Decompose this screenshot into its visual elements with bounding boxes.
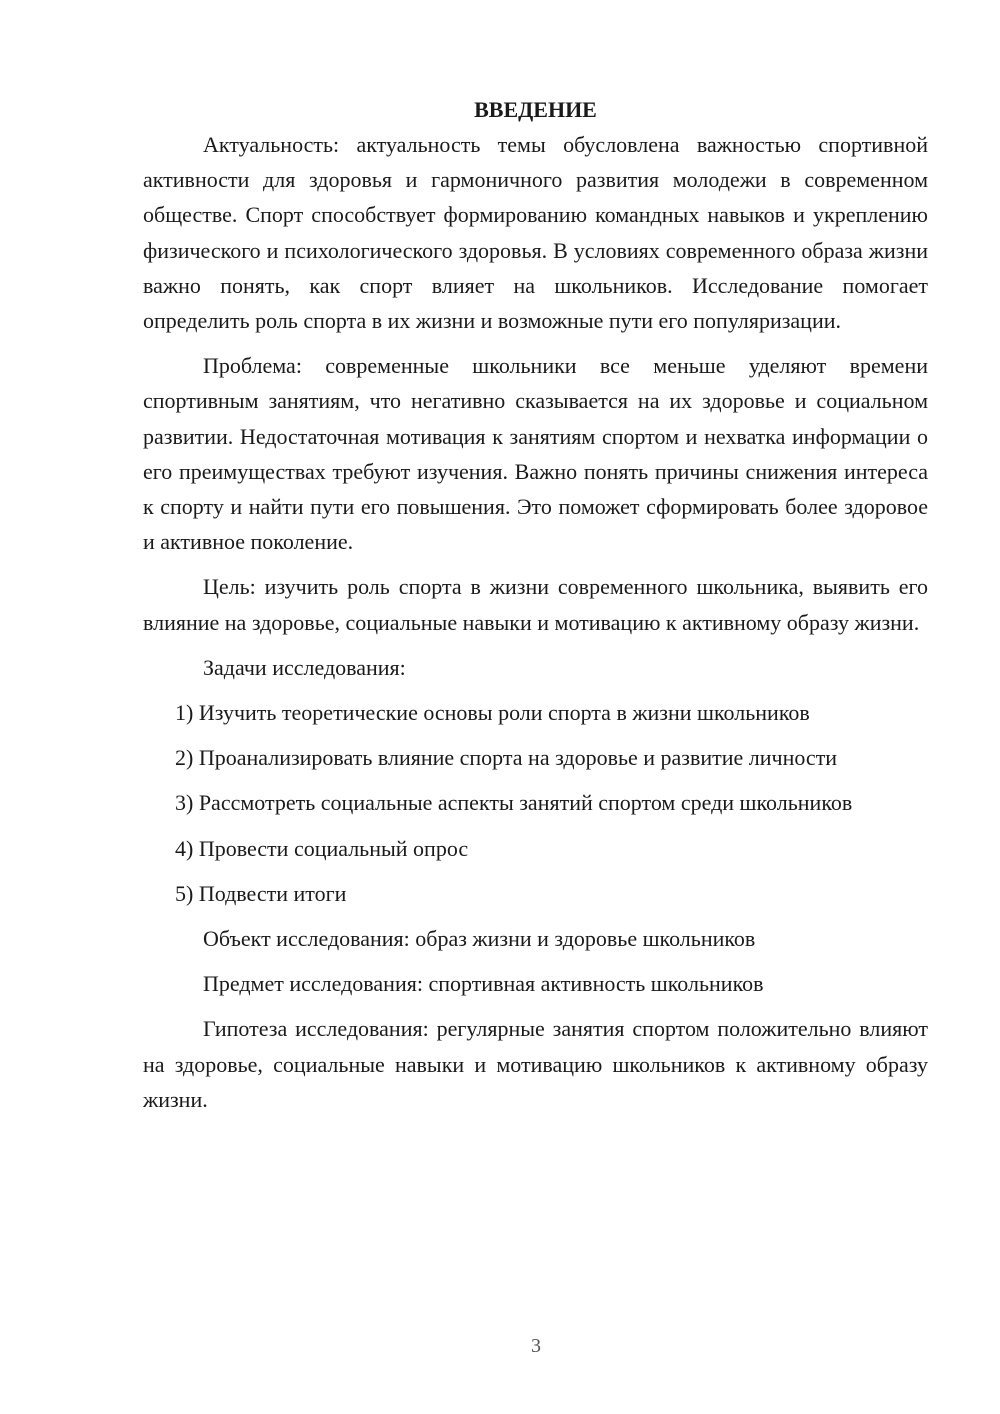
task-item: 4) Провести социальный опрос bbox=[175, 835, 469, 861]
page-number: 3 bbox=[531, 1335, 541, 1357]
task-item: 5) Подвести итоги bbox=[175, 880, 347, 906]
research-subject: Предмет исследования: спортивная активность школьников bbox=[203, 971, 764, 997]
task-item: 1) Изучить теоретические основы роли спорта в жизни школьников bbox=[175, 700, 810, 726]
task-item: 2) Проанализировать влияние спорта на здоровье и развитие личности bbox=[175, 745, 838, 771]
task-item: 3) Рассмотреть социальные аспекты занятий спортом среди школьников bbox=[175, 790, 853, 816]
goal-paragraph: Цель: изучить роль спорта в жизни современного школьника, выявить его влияние на здоровье, социальные навыки и мотивацию к активному образу жизни. bbox=[143, 574, 928, 635]
hypothesis-paragraph: Гипотеза исследования: регулярные занятия спортом положительно влияют на здоровье, социальные навыки и мотивацию школьников к активному образу жизни. bbox=[143, 1016, 928, 1112]
relevance-paragraph: Актуальность: актуальность темы обусловлена важностью спортивной активности для здоровья и гармоничного развития молодежи в современном обществе. Спорт способствует формированию командных навыков и укреплению физического и психологического здоровья. В условиях современного образа жизни важно понять, как спорт влияет на школьников. Исследование помогает определить роль спорта в их жизни и возможные пути его популяризации. bbox=[143, 132, 928, 334]
problem-paragraph: Проблема: современные школьники все меньше уделяют времени спортивным занятиям, что негативно сказывается на их здоровье и социальном развитии. Недостаточная мотивация к занятиям спортом и нехватка информации о его преимуществах требуют изучения. Важно понять причины снижения интереса к спорту и найти пути его повышения. Это поможет сформировать более здоровое и активное поколение. bbox=[143, 353, 928, 555]
page-title: ВВЕДЕНИЕ bbox=[474, 97, 597, 122]
research-object: Объект исследования: образ жизни и здоровье школьников bbox=[203, 926, 756, 952]
document-page bbox=[143, 92, 928, 1117]
tasks-heading: Задачи исследования: bbox=[203, 654, 406, 680]
